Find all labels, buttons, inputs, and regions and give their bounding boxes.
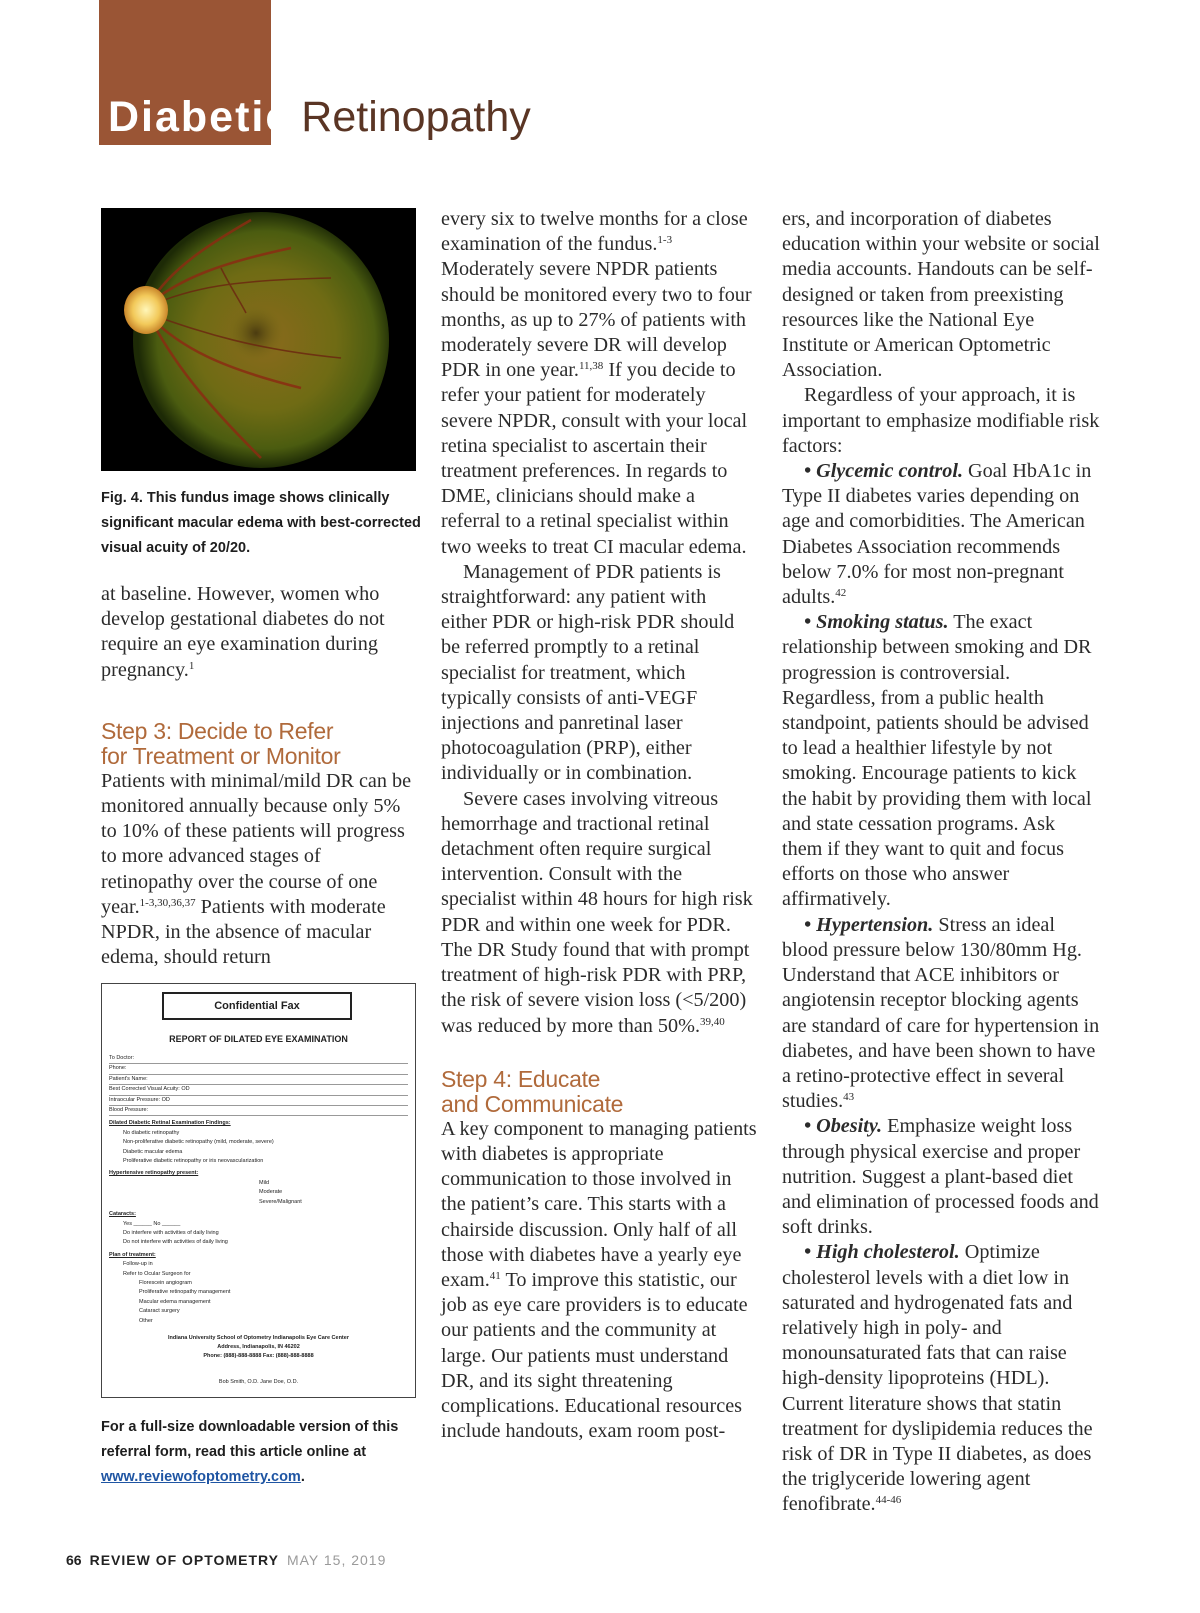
fax-field: Phone: <box>109 1064 408 1074</box>
fax-field: Best Corrected Visual Acuity: OD <box>109 1085 408 1095</box>
reference: 1 <box>188 659 195 672</box>
step4-heading-line2: and Communicate <box>441 1090 624 1117</box>
page-number: 66 <box>66 1552 82 1568</box>
magazine-name: REVIEW OF OPTOMETRY <box>89 1552 279 1568</box>
title-bold: Diabetic <box>108 93 292 141</box>
col1-paragraph <box>101 769 416 971</box>
col1-p2a-text: Patients with minimal/mild DR can be monitored annually because only 5% to 10% of these patients will progress to more advanced stages of retinopathy over the course of one year. <box>101 769 412 918</box>
fax-signatures: Bob Smith, O.D. Jane Doe, O.D. <box>218 1379 299 1385</box>
bullet-label: • Smoking status. <box>804 611 949 634</box>
bullet-text: Stress an ideal blood pressure below 130/80mm Hg. Understand that ACE inhibitors or angiotensin receptor blocking agents are standard of care for hypertension in diabetes, and have been shown to have a retino-protective effect in several studies. <box>782 913 1100 1113</box>
bullet-text: Goal HbA1c in Type II diabetes varies depending on age and comorbidities. The American Diabetes Association recommends below 7.0% for most non-pregnant adults. <box>782 460 1092 609</box>
fax-section: Cataracts: <box>109 1211 136 1218</box>
referral-form-image <box>101 983 416 1398</box>
reference: 41 <box>489 1269 501 1282</box>
fax-item: Other <box>139 1317 153 1324</box>
fundus-image <box>101 208 416 471</box>
bullet-label: • Obesity. <box>804 1115 883 1138</box>
fax-footer-line: Indiana University School of Optometry Indianapolis Eye Care Center <box>168 1335 349 1341</box>
fax-item: Diabetic macular edema <box>123 1148 183 1155</box>
col2-p1b-text: Moderately severe NPDR patients should be monitored every two to four months, as up to 27% of patients with moderately severe DR will develop PDR in one year. <box>441 258 752 382</box>
reference: 11,38 <box>578 360 604 373</box>
form-caption-text: For a full-size downloadable version of this referral form, read this article online at <box>101 1419 399 1460</box>
fax-item: Do interfere with activities of daily living <box>123 1229 219 1236</box>
fax-item: Florescein angiogram <box>139 1279 192 1286</box>
fax-item: Proliferative diabetic retinopathy or iris neovascularization <box>123 1158 264 1165</box>
step4-heading <box>441 1067 757 1117</box>
col1-paragraph <box>101 582 416 683</box>
fax-report-title: REPORT OF DILATED EYE EXAMINATION <box>169 1034 348 1044</box>
bullet-text: Emphasize weight loss through physical exercise and proper nutrition. Suggest a plant-based diet and elimination of processed foods and soft drinks. <box>782 1115 1099 1239</box>
col1-p2b-text: Patients with moderate NPDR, in the absence of macular edema, should return <box>101 895 386 969</box>
fax-section: Hypertensive retinopathy present: <box>109 1170 199 1177</box>
fax-field: Patient's Name: <box>109 1075 408 1085</box>
fax-item: Proliferative retinopathy management <box>139 1289 231 1296</box>
figure-4-caption: Fig. 4. This fundus image shows clinically significant macular edema with best-corrected visual acuity of 20/20. <box>101 490 421 556</box>
fax-item: Follow-up in <box>123 1261 153 1268</box>
col2-paragraph <box>441 787 757 1039</box>
fax-item: No diabetic retinopathy <box>123 1129 180 1136</box>
step3-heading-line1: Step 3: Decide to Refer <box>101 717 334 744</box>
reference: 39,40 <box>700 1015 725 1028</box>
step4-heading-line1: Step 4: Educate <box>441 1065 601 1092</box>
col3-paragraph: Regardless of your approach, it is important to emphasize modifiable risk factors: <box>782 384 1100 457</box>
bullet-cholesterol <box>782 1240 1100 1517</box>
col2-paragraph <box>441 207 757 560</box>
step3-heading <box>101 719 416 769</box>
form-caption <box>101 1415 421 1490</box>
column-2 <box>441 207 757 1444</box>
page-footer <box>66 1552 386 1568</box>
fax-field: To Doctor: <box>109 1054 408 1064</box>
fax-section: Dilated Diabetic Retinal Examination Findings: <box>109 1120 231 1127</box>
fax-item: Severe/Malignant <box>259 1198 302 1205</box>
article-link[interactable]: www.reviewofoptometry.com <box>101 1469 301 1485</box>
fax-section: Plan of treatment: <box>109 1251 156 1258</box>
page-title <box>108 92 531 142</box>
fax-item: Do not interfere with activities of daily living <box>123 1239 228 1246</box>
reference: 44-46 <box>875 1494 902 1507</box>
bullet-label: • High cholesterol. <box>804 1241 960 1264</box>
col2-p3-text: Severe cases involving vitreous hemorrhage and tractional retinal detachment often require surgical intervention. Consult with the specialist within 48 hours for high risk PDR and within one week for PDR. The DR Study found that with prompt treatment of high-risk PDR with PRP, the risk of severe vision loss (<5/200) was reduced by more than 50%. <box>441 787 753 1037</box>
bullet-label: • Hypertension. <box>804 913 934 936</box>
bullet-text: Optimize cholesterol levels with a diet low in saturated and hydrogenated fats and relatively high in poly- and monounsaturated fats that can raise high-density lipoproteins (HDL). Current literature shows that statin treatment for dyslipidemia reduces the risk of DR in Type II diabetes, as does the triglyceride lowering agent fenofibrate. <box>782 1241 1093 1516</box>
fax-footer <box>102 1334 415 1361</box>
col2-p1a-text: every six to twelve months for a close examination of the fundus. <box>441 208 748 256</box>
form-caption-end: . <box>300 1469 305 1485</box>
col3-paragraph: ers, and incorporation of diabetes education within your website or social media accounts. Handouts can be self-designed or taken from preexisting resources like the National Eye Institute or American Optometric Association. <box>782 208 1100 382</box>
reference: 1-3,30,36,37 <box>139 896 196 909</box>
col1-p1-text: at baseline. However, women who develop gestational diabetes do not require an eye examination during pregnancy. <box>101 583 385 681</box>
column-1 <box>101 582 416 970</box>
reference: 42 <box>835 587 847 600</box>
col2-paragraph <box>441 1117 757 1445</box>
fax-item: Refer to Ocular Surgeon for <box>123 1270 191 1277</box>
issue-date: MAY 15, 2019 <box>286 1552 387 1568</box>
bullet-label: • Glycemic control. <box>804 460 963 483</box>
fax-footer-line: Address, Indianapolis, IN 46202 <box>217 1344 300 1350</box>
step3-heading-line2: for Treatment or Monitor <box>101 742 341 769</box>
reference: 1-3 <box>657 234 673 247</box>
fax-footer-line: Phone: (888)-888-8888 Fax: (888)-888-8888 <box>203 1353 314 1359</box>
col2-p4a-text: A key component to managing patients with diabetes is appropriate communication to those involved in the patient’s care. This starts with a chairside discussion. Only half of all those with diabetes have a yearly eye exam. <box>441 1117 757 1291</box>
fax-title: Confidential Fax <box>162 992 352 1020</box>
fundus-photo-graphic <box>101 208 416 471</box>
fax-item: Yes ______ No ______ <box>123 1220 181 1227</box>
reference: 43 <box>843 1091 855 1104</box>
fax-item: Mild <box>259 1179 270 1186</box>
col2-paragraph: Management of PDR patients is straightforward: any patient with either PDR or high-risk PDR should be referred promptly to a retinal specialist for treatment, which typically consists of anti-VEGF injections and panretinal laser photocoagulation (PRP), either individually or in combination. <box>441 560 735 785</box>
fax-item: Non-proliferative diabetic retinopathy (mild, moderate, severe) <box>123 1139 274 1146</box>
fax-item: Cataract surgery <box>139 1308 180 1315</box>
col2-p4b-text: To improve this statistic, our job as eye care providers is to educate our patients and the community at large. Our patients must understand DR, and its sight threatening complications. Educational resources include handouts, exam room post- <box>441 1268 748 1443</box>
fax-item: Moderate <box>259 1189 283 1196</box>
bullet-smoking <box>782 610 1100 912</box>
fax-field: Intraocular Pressure: OD <box>109 1096 408 1106</box>
bullet-hypertension <box>782 913 1100 1115</box>
fax-item: Macular edema management <box>139 1298 211 1305</box>
bullet-text: The exact relationship between smoking and DR progression is controversial. Regardless, from a public health standpoint, patients should be advised to lead a healthier lifestyle by not smoking. Encourage patients to kick the habit by providing them with local and state cessation programs. Ask them if they want to quit and focus efforts on those who answer affirmatively. <box>782 611 1092 911</box>
col2-p1c-text: If you decide to refer your patient for moderately severe NPDR, consult with your local retina specialist to ascertain their treatment preferences. In regards to DME, clinicians should make a referral to a retinal specialist within two weeks to treat CI macular edema. <box>441 359 748 558</box>
bullet-glycemic <box>782 459 1100 610</box>
bullet-obesity <box>782 1114 1100 1240</box>
fax-fields <box>109 1054 408 1326</box>
fax-field: Blood Pressure: <box>109 1106 408 1116</box>
title-light: Retinopathy <box>301 93 531 141</box>
column-3 <box>782 207 1100 1518</box>
